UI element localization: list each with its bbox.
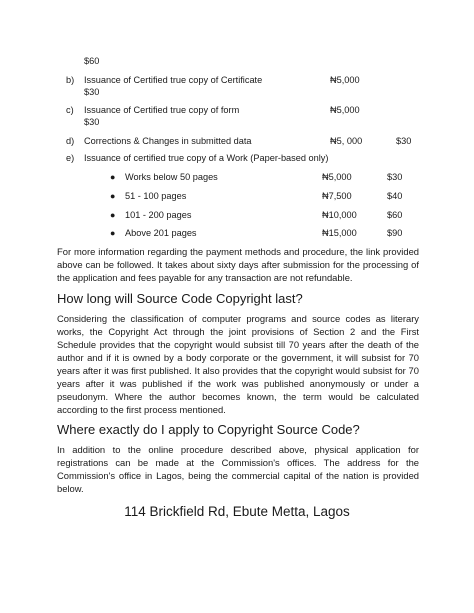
- work-fee-usd: $90: [387, 228, 403, 238]
- fee-item-letter: b): [66, 75, 75, 85]
- fee-item-naira: ₦5,000: [330, 75, 360, 85]
- fee-item-usd: $30: [84, 117, 100, 127]
- bullet-icon: ●: [110, 228, 116, 238]
- work-fee-label: Works below 50 pages: [125, 172, 218, 182]
- work-fee-naira: ₦15,000: [322, 228, 357, 238]
- work-fee-naira: ₦10,000: [322, 210, 357, 220]
- fee-item-label: Issuance of Certified true copy of Certificate: [84, 75, 263, 85]
- fee-item-label: Issuance of Certified true copy of form: [84, 105, 240, 115]
- fee-item-usd: $30: [84, 87, 100, 97]
- duration-paragraph: Considering the classification of computer programs and source codes as literary works, the Copyright Act through the joint provisions of Section 2 and the First Schedule provides that the copyright would subsist till 70 years after the death of the author and if it is owned by a body corporate or the government, it will subsist for 70 years after it was first published. It also provides that the copyright would subsist for 70 years after it was published if the work was published anonymously or under a pseudonym. Where the author becomes known, the term would be calculated according to the first process mentioned.: [57, 313, 419, 415]
- fee-item-usd: $30: [396, 136, 412, 146]
- work-fee-label: 101 - 200 pages: [125, 210, 192, 220]
- fee-item-label: Issuance of certified true copy of a Work (Paper-based only): [84, 153, 329, 163]
- section-heading-duration: How long will Source Code Copyright last?: [57, 291, 303, 306]
- work-fee-usd: $40: [387, 191, 403, 201]
- work-fee-label: Above 201 pages: [125, 228, 197, 238]
- section-heading-apply: Where exactly do I apply to Copyright Source Code?: [57, 422, 360, 437]
- work-fee-usd: $30: [387, 172, 403, 182]
- fee-item-letter: d): [66, 136, 75, 146]
- fee-item-naira: ₦5,000: [330, 105, 360, 115]
- office-address: 114 Brickfield Rd, Ebute Metta, Lagos: [124, 504, 350, 519]
- bullet-icon: ●: [110, 172, 116, 182]
- fee-item-letter: c): [66, 105, 74, 115]
- fee-item-letter: e): [66, 153, 75, 163]
- fee-item-label: Corrections & Changes in submitted data: [84, 136, 252, 146]
- work-fee-naira: ₦7,500: [322, 191, 352, 201]
- work-fee-usd: $60: [387, 210, 403, 220]
- bullet-icon: ●: [110, 210, 116, 220]
- bullet-icon: ●: [110, 191, 116, 201]
- fee-amount-continued: $60: [84, 56, 100, 66]
- apply-paragraph: In addition to the online procedure described above, physical application for registrations can be made at the Commission's offices. The address for the Commission's office in Lagos, being the commercial capital of the nation is provided below.: [57, 444, 419, 494]
- payment-info-paragraph: For more information regarding the payment methods and procedure, the link provided above can be followed. It takes about sixty days after submission for the processing of the application and fees payable for any transaction are not refundable.: [57, 246, 419, 283]
- work-fee-label: 51 - 100 pages: [125, 191, 187, 201]
- work-fee-naira: ₦5,000: [322, 172, 352, 182]
- fee-item-naira: ₦5, 000: [330, 136, 363, 146]
